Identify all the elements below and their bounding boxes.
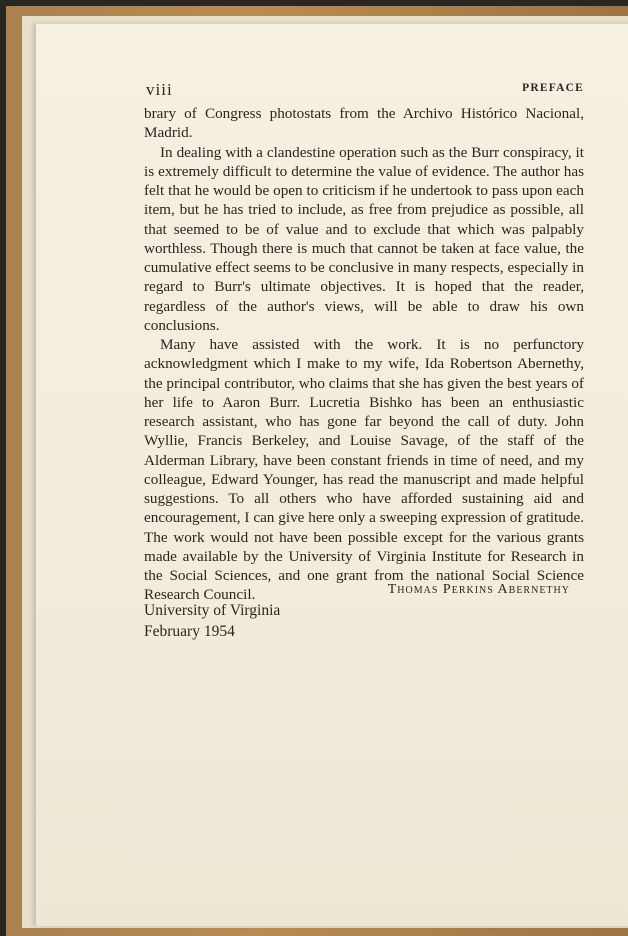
paragraph-continued: brary of Congress photostats from the Archivo Histórico Nacional, Madrid.	[144, 105, 584, 142]
place-line: University of Virginia	[144, 602, 281, 619]
section-title: PREFACE	[522, 82, 584, 94]
author-signature: Thomas Perkins Abernethy	[387, 582, 570, 597]
dateline	[144, 600, 280, 642]
page-number: viii	[146, 80, 173, 99]
preface-body	[144, 104, 584, 605]
date-line: February 1954	[144, 623, 235, 640]
paragraph-evidence: In dealing with a clandestine operation such as the Burr conspiracy, it is extremely difficult to determine the value of evidence. The author has felt that he would be open to criticism if he undertook to pass upon each item, but he has tried to include, as free from prejudice as possible, all that seemed to be of value and to exclude that which was palpably worthless. Though there is much that cannot be taken at face value, the cumulative effect seems to be conclusive in many respects, especially in regard to Burr's ultimate objectives. It is hoped that the reader, regardless of the author's views, will be able to draw his own conclusions.	[144, 143, 584, 334]
paragraph-acknowledgments: Many have assisted with the work. It is no perfunctory acknowledgment which I make to my wife, Ida Robertson Abernethy, the principal contributor, who claims that she has given the best years of her life to Aaron Burr. Lucretia Bishko has been an enthusiastic research assistant, who has gone far beyond the call of duty. John Wyllie, Francis Berkeley, and Louise Savage, of the staff of the Alderman Library, have been constant friends in time of need, and my colleague, Edward Younger, has read the manuscript and made helpful suggestions. To all others who have afforded sustaining aid and encouragement, I can give here only a sweeping expression of gratitude. The work would not have been possible except for the various grants made available by the University of Virginia Institute for Research in the Social Sciences, and one grant from the national Social Science Research Council.	[144, 336, 584, 604]
